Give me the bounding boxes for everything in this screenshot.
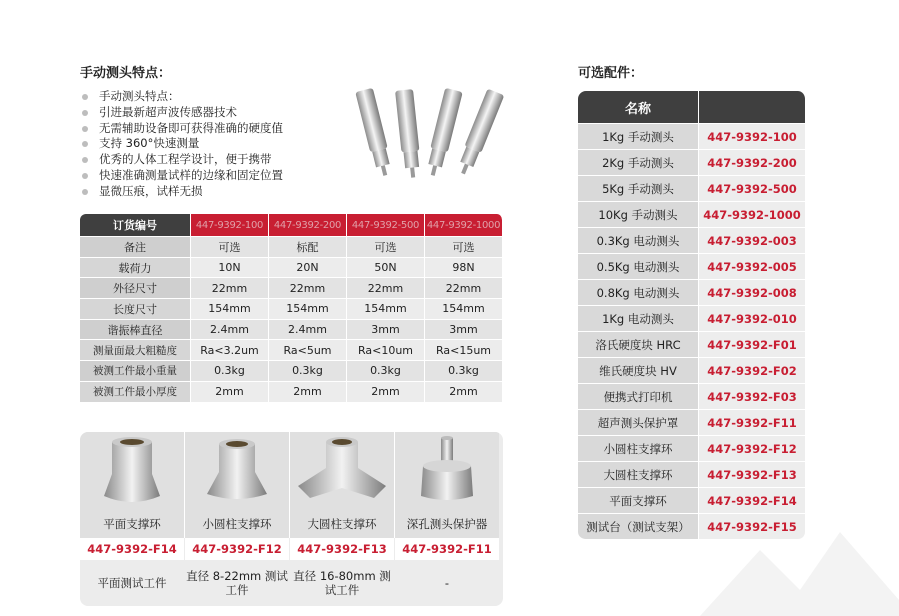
table-cell: 22mm — [425, 278, 503, 299]
item-part-number: 447-9392-F12 — [699, 436, 806, 462]
table-cell: 20N — [269, 258, 347, 279]
bullet-icon — [82, 173, 88, 179]
row-label: 被测工件最小重量 — [80, 361, 191, 382]
table-header-row — [578, 91, 806, 124]
table-cell: 3mm — [347, 320, 425, 341]
large-cylinder-ring-image — [290, 432, 394, 512]
item-part-number: 447-9392-F02 — [699, 358, 806, 384]
item-part-number: 447-9392-008 — [699, 280, 806, 306]
item-part-number: 447-9392-F15 — [699, 514, 806, 540]
probe-spec-table — [80, 214, 503, 403]
item-part-number: 447-9392-500 — [699, 176, 806, 202]
accessory-name: 深孔测头保护器 — [406, 517, 488, 531]
item-name: 测试台（测试支架） — [578, 514, 699, 540]
table-cell: 0.3kg — [425, 361, 503, 382]
part-number-header: 447-9392-1000 — [425, 214, 503, 237]
feature-item: 优秀的人体工程学设计，便于携带 — [82, 152, 283, 168]
table-row — [80, 382, 503, 403]
item-name: 超声测头保护罩 — [578, 410, 699, 436]
accessories-panel — [80, 432, 503, 606]
table-cell: 22mm — [269, 278, 347, 299]
item-part-number: 447-9392-F03 — [699, 384, 806, 410]
table-cell: 2mm — [269, 382, 347, 403]
table-row — [578, 202, 806, 228]
row-label: 长度尺寸 — [80, 299, 191, 320]
row-label: 测量面最大粗糙度 — [80, 340, 191, 361]
accessory-part-number: 447-9392-F13 — [290, 538, 394, 560]
table-row — [578, 384, 806, 410]
feature-item: 显微压痕，试样无损 — [82, 184, 283, 200]
optional-accessories-table — [578, 91, 806, 540]
table-row — [80, 258, 503, 279]
table-cell: 154mm — [425, 299, 503, 320]
table-row — [80, 278, 503, 299]
feature-item: 引进最新超声波传感器技术 — [82, 105, 283, 121]
item-part-number: 447-9392-200 — [699, 150, 806, 176]
table-row — [578, 228, 806, 254]
bullet-icon — [82, 94, 88, 100]
table-cell: Ra<15um — [425, 340, 503, 361]
item-part-number: 447-9392-010 — [699, 306, 806, 332]
accessory-part-number: 447-9392-F11 — [395, 538, 499, 560]
part-number-header: 447-9392-200 — [269, 214, 347, 237]
table-row — [578, 254, 806, 280]
table-row — [578, 462, 806, 488]
bullet-icon — [82, 126, 88, 132]
table-cell: 10N — [191, 258, 269, 279]
accessory-part-number: 447-9392-F12 — [185, 538, 289, 560]
table-cell: 2mm — [425, 382, 503, 403]
accessory-name: 小圆柱支撑环 — [202, 517, 272, 531]
item-part-number: 447-9392-F13 — [699, 462, 806, 488]
order-number-header: 订货编号 — [80, 214, 191, 237]
table-cell: 154mm — [269, 299, 347, 320]
row-label: 外径尺寸 — [80, 278, 191, 299]
table-cell: 标配 — [269, 237, 347, 258]
accessory-description: 直径 8-22mm 测试工件 — [186, 569, 288, 597]
part-number-header: 447-9392-500 — [347, 214, 425, 237]
bullet-icon — [82, 189, 88, 195]
table-cell: 50N — [347, 258, 425, 279]
item-name: 洛氏硬度块 HRC — [578, 332, 699, 358]
row-label: 被测工件最小厚度 — [80, 382, 191, 403]
table-cell: 154mm — [191, 299, 269, 320]
item-part-number: 447-9392-F11 — [699, 410, 806, 436]
table-row — [578, 332, 806, 358]
table-cell: 22mm — [347, 278, 425, 299]
part-number-header: 447-9392-100 — [191, 214, 269, 237]
item-name: 0.5Kg 电动测头 — [578, 254, 699, 280]
item-name: 便携式打印机 — [578, 384, 699, 410]
item-part-number: 447-9392-003 — [699, 228, 806, 254]
table-cell: 可选 — [425, 237, 503, 258]
table-row — [578, 150, 806, 176]
table-cell: 2.4mm — [269, 320, 347, 341]
item-name: 0.3Kg 电动测头 — [578, 228, 699, 254]
table-row — [80, 237, 503, 258]
table-cell: 154mm — [347, 299, 425, 320]
table-cell: 可选 — [347, 237, 425, 258]
table-cell: 0.3kg — [191, 361, 269, 382]
table-row — [578, 358, 806, 384]
table-row — [578, 306, 806, 332]
table-header-row — [80, 214, 503, 237]
table-row — [578, 280, 806, 306]
name-column-header: 名称 — [578, 91, 699, 124]
table-row — [80, 340, 503, 361]
item-part-number: 447-9392-100 — [699, 124, 806, 150]
bullet-icon — [82, 157, 88, 163]
flat-support-ring-image — [80, 432, 184, 512]
table-cell: 2mm — [347, 382, 425, 403]
row-label: 谐振棒直径 — [80, 320, 191, 341]
accessory-part-number: 447-9392-F14 — [80, 538, 184, 560]
table-row — [80, 320, 503, 341]
features-title: 手动测头特点： — [80, 66, 172, 81]
item-part-number: 447-9392-005 — [699, 254, 806, 280]
table-cell: 可选 — [191, 237, 269, 258]
feature-item: 快速准确测量试样的边缘和固定位置 — [82, 168, 283, 184]
accessory-description: 平面测试工件 — [97, 576, 167, 590]
accessory-description: - — [444, 576, 450, 590]
features-list — [82, 89, 283, 200]
accessory-description: 直径 16-80mm 测试工件 — [293, 569, 391, 597]
part-number-column-header — [699, 91, 806, 124]
item-name: 2Kg 手动测头 — [578, 150, 699, 176]
item-name: 1Kg 手动测头 — [578, 124, 699, 150]
table-row — [80, 361, 503, 382]
item-part-number: 447-9392-F01 — [699, 332, 806, 358]
table-row — [80, 299, 503, 320]
table-cell: 22mm — [191, 278, 269, 299]
item-name: 1Kg 电动测头 — [578, 306, 699, 332]
item-name: 大圆柱支撑环 — [578, 462, 699, 488]
bullet-icon — [82, 141, 88, 147]
table-cell: 0.3kg — [269, 361, 347, 382]
item-name: 平面支撑环 — [578, 488, 699, 514]
small-cylinder-ring-image — [185, 432, 289, 512]
item-part-number: 447-9392-F14 — [699, 488, 806, 514]
table-cell: Ra<10um — [347, 340, 425, 361]
item-name: 0.8Kg 电动测头 — [578, 280, 699, 306]
table-cell: 0.3kg — [347, 361, 425, 382]
probes-image — [330, 88, 520, 198]
table-cell: Ra<3.2um — [191, 340, 269, 361]
table-row — [578, 488, 806, 514]
table-cell: 98N — [425, 258, 503, 279]
table-cell: 2mm — [191, 382, 269, 403]
item-part-number: 447-9392-1000 — [699, 202, 806, 228]
row-label: 备注 — [80, 237, 191, 258]
item-name: 10Kg 手动测头 — [578, 202, 699, 228]
item-name: 维氏硬度块 HV — [578, 358, 699, 384]
options-title: 可选配件： — [578, 66, 644, 81]
decorative-shape — [700, 520, 899, 616]
table-cell: Ra<5um — [269, 340, 347, 361]
feature-item: 无需辅助设备即可获得准确的硬度值 — [82, 121, 283, 137]
item-name: 小圆柱支撑环 — [578, 436, 699, 462]
feature-item: 手动测头特点： — [82, 89, 283, 105]
accessory-name: 大圆柱支撑环 — [307, 517, 377, 531]
deep-hole-protector-image — [395, 432, 499, 512]
table-row — [578, 436, 806, 462]
item-name: 5Kg 手动测头 — [578, 176, 699, 202]
table-cell: 2.4mm — [191, 320, 269, 341]
table-row — [578, 176, 806, 202]
bullet-icon — [82, 110, 88, 116]
table-cell: 3mm — [425, 320, 503, 341]
feature-item: 支持 360°快速测量 — [82, 136, 283, 152]
accessory-name: 平面支撑环 — [103, 517, 161, 531]
row-label: 载荷力 — [80, 258, 191, 279]
table-row — [578, 124, 806, 150]
table-row — [578, 410, 806, 436]
